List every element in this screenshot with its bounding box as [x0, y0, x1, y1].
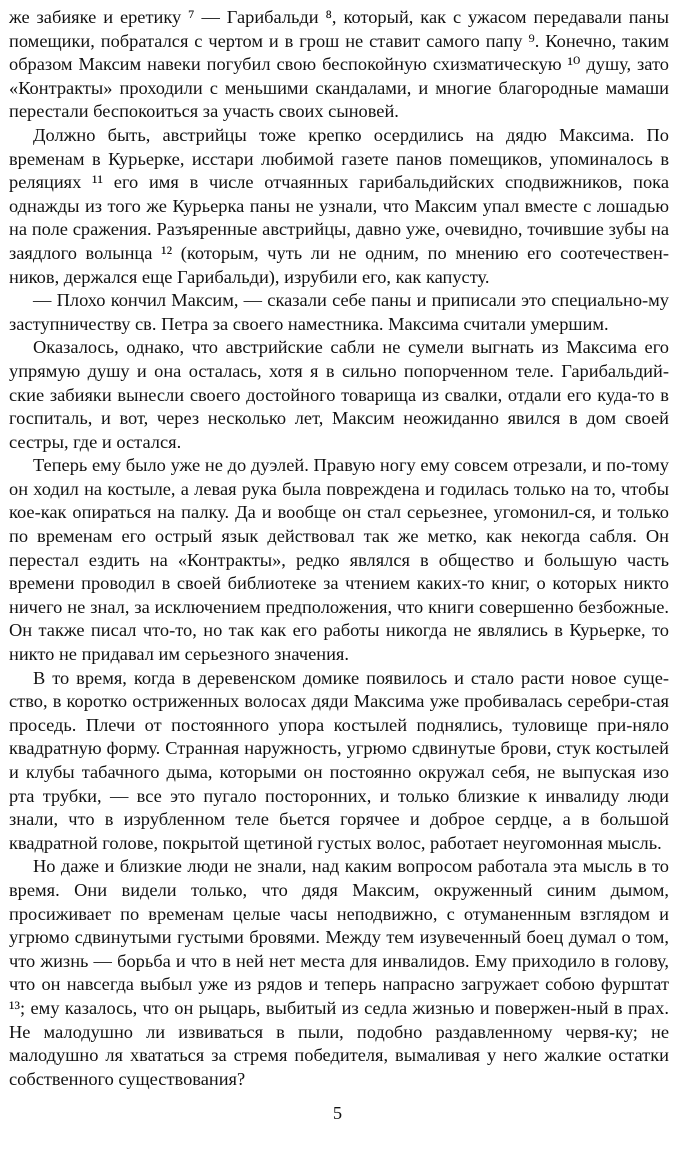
- text-line: Но даже и близкие люди не знали, над каким вопросом работала эта мысль в: [33, 856, 647, 877]
- text-line: на заядлого волынца ¹² (которым, чуть ли не одним, по мнению его соотечествен-: [9, 219, 669, 263]
- text-line: же забияке и еретику ⁷ — Гарибальди ⁸, который, как с ужасом передавали паны: [9, 7, 669, 27]
- text-line: на поле сражения. Разъяренные австрийцы, давно уже, очевидно, точившие зубы: [9, 219, 647, 240]
- text-line: просиживает по временам целые часы неподвижно, с отуманенным взглядом и: [9, 903, 669, 924]
- paragraph-7: [9, 855, 669, 1091]
- text-line: ников, держался еще Гарибальди), изрубили его, как капусту.: [9, 266, 490, 287]
- text-line: том, что жизнь — борьба и что в ней нет места для инвалидов. Ему приходило в: [9, 927, 669, 971]
- text-line: угрюмо сдвинутыми густыми бровями. Между тем изувеченный боец думал о: [9, 927, 631, 948]
- text-line: мамаши перестали беспокоиться за участь своих сыновей.: [9, 77, 669, 122]
- text-line: Должно быть, австрийцы тоже крепко осердились на дядю Максима. По: [33, 124, 669, 145]
- text-line: стая проседь. Плечи от постоянного упора костылей поднялись, туловище при-: [9, 691, 669, 735]
- paragraph-4: [9, 336, 669, 454]
- text-line: ку; не малодушно ля хвататься за стремя победителя, вымаливая у него жалкие: [9, 1021, 669, 1066]
- text-line: помещики, побратался с чертом и в грош не ставит самого папу ⁹. Конечно, таким: [9, 30, 669, 51]
- text-line: в реляциях ¹¹ его имя в числе отчаянных гарибальдийских сподвижников, пока: [9, 148, 669, 193]
- text-line: однажды из того же Курьерка паны не узнали, что Максим упал вместе с лошадью: [9, 195, 669, 216]
- text-line: инвалиду люди знали, что в изрубленном теле бьется горячее и доброе сердце, а: [9, 785, 669, 830]
- text-line: никто ничего не знал, за исключением предположения, что книги совершенно: [9, 573, 669, 617]
- text-line: зато «Контракты» проходили с меньшими скандалами, и многие благородные: [9, 54, 669, 98]
- text-line: временам в Курьерке, исстари любимой газете панов помещиков, упоминалось: [9, 148, 653, 169]
- text-line: В то время, когда в деревенском домике появилось и стало расти новое суще-: [33, 667, 669, 688]
- text-line: фурштат ¹³; ему казалось, что он рыцарь, выбитый из седла жизнью и повержен-: [9, 974, 669, 1018]
- text-line: безбожные. Он также писал что-то, но так как его работы никогда не являлись в: [9, 596, 669, 641]
- text-line: образом Максим навеки погубил свою беспокойную схизматическую ¹⁰ душу,: [9, 54, 632, 75]
- page-number: 5: [332, 1103, 343, 1123]
- text-line: упрямую душу и она осталась, хотя я в сильно попорченном теле. Гарибальдий-: [9, 360, 669, 381]
- paragraph-3: [9, 289, 669, 336]
- text-line: часть времени проводил в своей библиотеке за чтением каких-то книг, о которых: [9, 549, 669, 594]
- text-line: — Плохо кончил Максим, — сказали себе паны и приписали это специально-: [33, 290, 649, 311]
- text-line: своей сестры, где и остался.: [9, 408, 669, 452]
- text-line: ный в прах. Не малодушно ли извиваться в пыли, подобно раздавленному червя-: [9, 997, 669, 1042]
- paragraph-2: [9, 124, 669, 289]
- text-line: в большой квадратной голове, покрытой щетиной густых волос, работает: [9, 809, 669, 853]
- text-line: то, чтобы кое-как опираться на палку. Да и вообще он стал серьезнее, угомонил-: [9, 478, 670, 523]
- text-line: ские забияки вынесли своего достойного товарища из свалки, отдали его куда-: [9, 384, 638, 405]
- text-line: костылей и клубы табачного дыма, которыми он постоянно окружал себя, не: [9, 738, 669, 782]
- text-line: Курьерке, то никто не придавал им серьезного значения.: [9, 620, 669, 665]
- text-line: сабля. Он перестал ездить на «Контракты», редко являлся в общество и большую: [9, 526, 669, 570]
- text-line: тому он ходил на костыле, а левая рука была повреждена и годилась только на: [9, 455, 669, 499]
- text-line: ство, в коротко остриженных волосах дяди Максима уже пробивалась серебри-: [9, 691, 636, 712]
- text-line: няло квадратную форму. Странная наружность, угрюмо сдвинутые брови, стук: [9, 714, 669, 759]
- text-line: голову, что он навсегда выбыл уже из рядов и теперь напрасно загружает собою: [9, 950, 669, 995]
- paragraph-6: [9, 667, 669, 856]
- paragraph-5: [9, 454, 669, 666]
- text-line: Теперь ему было уже не до дуэлей. Правую ногу ему совсем отрезали, и по-: [33, 455, 632, 476]
- text-line: Оказалось, однако, что австрийские сабли не сумели выгнать из Максима его: [33, 337, 669, 358]
- text-line: то время. Они видели только, что дядя Максим, окруженный синим дымом,: [9, 856, 669, 900]
- paragraph-1: [9, 6, 669, 124]
- text-line: му заступничеству св. Петра за своего наместника. Максима считали умершим.: [9, 290, 669, 334]
- text-line: ся, и только по временам его острый язык действовал так же метко, как некогда: [9, 502, 669, 547]
- page-body: [9, 6, 669, 1091]
- text-line: неугомонная мысль.: [502, 832, 662, 853]
- text-line: то в госпиталь, и вот, через несколько лет, Максим неожиданно явился в дом: [9, 384, 669, 429]
- text-line: остатки собственного существования?: [9, 1045, 669, 1089]
- text-line: выпуская изо рта трубки, — все это пугало посторонних, и только близкие к: [9, 762, 669, 806]
